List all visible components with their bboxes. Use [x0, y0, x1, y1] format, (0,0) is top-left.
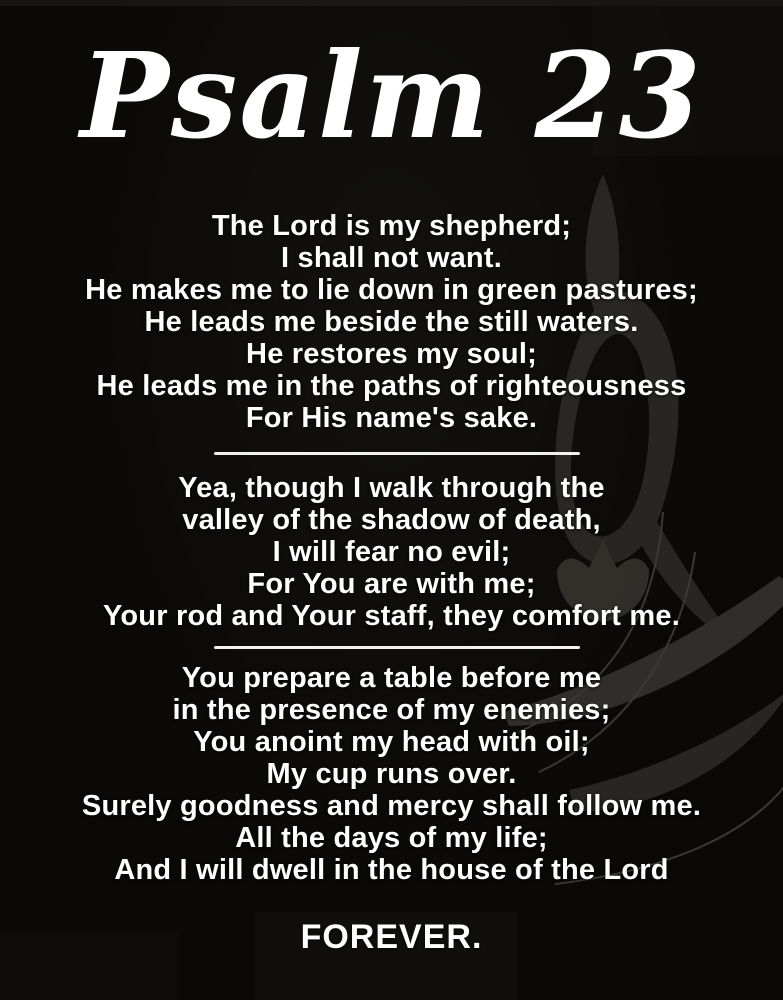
psalm-line: He restores my soul;: [246, 338, 537, 370]
psalm-line: And I will dwell in the house of the Lord: [114, 854, 669, 886]
psalm-line: I will fear no evil;: [272, 536, 511, 568]
psalm-line: in the presence of my enemies;: [172, 694, 611, 726]
psalm-line: He makes me to lie down in green pastures;: [85, 274, 698, 306]
stanza-3: [0, 662, 783, 886]
poster-title: Psalm 23: [80, 26, 703, 165]
psalm-line: Yea, though I walk through the: [178, 472, 605, 504]
psalm-line: valley of the shadow of death,: [182, 504, 601, 536]
psalm-line: I shall not want.: [281, 242, 502, 274]
psalm-line: You prepare a table before me: [181, 662, 602, 694]
stanza-divider: [214, 452, 580, 455]
psalm-line: He leads me in the paths of righteousness: [96, 370, 687, 402]
psalm-line: For His name's sake.: [245, 402, 538, 434]
psalm-line: Your rod and Your staff, they comfort me.: [103, 600, 680, 632]
psalm-line: For You are with me;: [247, 568, 536, 600]
psalm-line: All the days of my life;: [235, 822, 548, 854]
stanza-divider: [214, 646, 580, 649]
stanza-2: [0, 472, 783, 632]
closing-word: FOREVER.: [300, 918, 483, 956]
psalm-line: My cup runs over.: [266, 758, 517, 790]
psalm-line: Surely goodness and mercy shall follow me.: [81, 790, 702, 822]
psalm-line: The Lord is my shepherd;: [211, 210, 572, 242]
stanza-1: [0, 210, 783, 434]
psalm-line: He leads me beside the still waters.: [144, 306, 639, 338]
psalm-line: You anoint my head with oil;: [193, 726, 590, 758]
